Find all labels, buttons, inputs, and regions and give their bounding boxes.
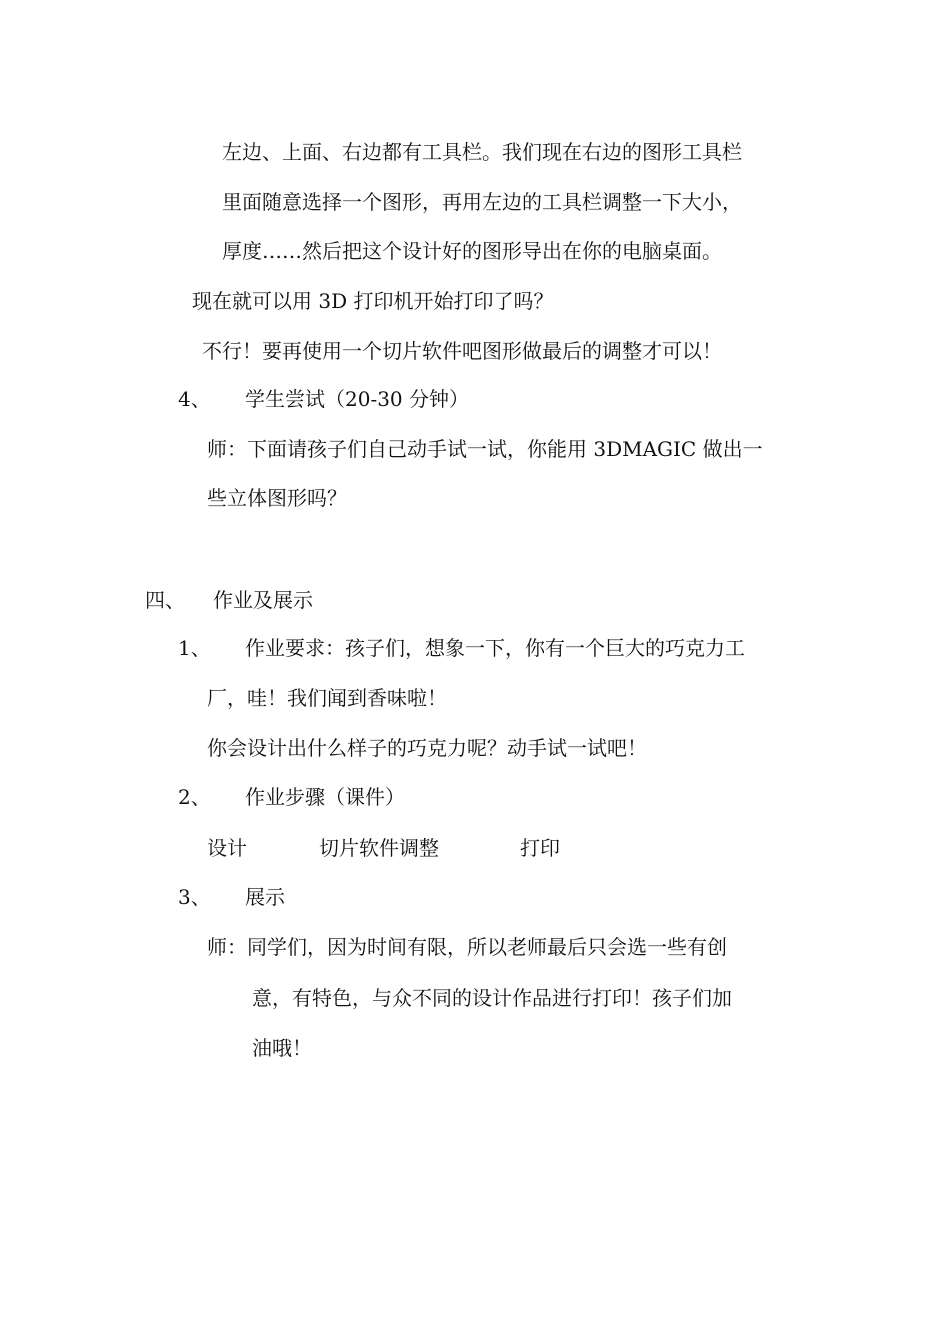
step-print: 打印: [520, 836, 560, 860]
item-3-line-1: 师：同学们，因为时间有限，所以老师最后只会选一些有创: [207, 935, 727, 959]
step-4-number: 4、: [178, 387, 211, 411]
step-design: 设计: [207, 836, 247, 860]
intro-line-2: 里面随意选择一个图形，再用左边的工具栏调整一下大小，: [222, 190, 742, 214]
step-4-teacher-line-2: 些立体图形吗？: [207, 486, 347, 510]
item-2-title: 作业步骤（课件）: [245, 785, 405, 809]
step-4-teacher-line-1: 师：下面请孩子们自己动手试一试，你能用 3DMAGIC 做出一: [207, 437, 763, 461]
item-3-line-3: 油哦！: [252, 1036, 312, 1060]
intro-line-3: 厚度……然后把这个设计好的图形导出在你的电脑桌面。: [222, 239, 722, 263]
item-1-line-2: 厂，哇！我们闻到香味啦！: [207, 686, 447, 710]
item-1-number: 1、: [178, 636, 211, 660]
item-2-number: 2、: [178, 785, 211, 809]
answer-text: 不行！要再使用一个切片软件吧图形做最后的调整才可以！: [202, 339, 722, 363]
question-text: 现在就可以用 3D 打印机开始打印了吗？: [192, 289, 554, 313]
step-4-title: 学生尝试（20-30 分钟）: [245, 387, 470, 411]
item-3-number: 3、: [178, 885, 211, 909]
section-4-title: 作业及展示: [213, 588, 313, 612]
intro-line-1: 左边、上面、右边都有工具栏。我们现在右边的图形工具栏: [222, 140, 742, 164]
item-3-title: 展示: [245, 885, 285, 909]
item-1-line-3: 你会设计出什么样子的巧克力呢？动手试一试吧！: [207, 736, 647, 760]
step-slicing: 切片软件调整: [319, 836, 439, 860]
item-1-line-1: 作业要求：孩子们，想象一下，你有一个巨大的巧克力工: [245, 636, 745, 660]
item-3-line-2: 意，有特色，与众不同的设计作品进行打印！孩子们加: [252, 986, 732, 1010]
section-4-number: 四、: [145, 588, 185, 612]
